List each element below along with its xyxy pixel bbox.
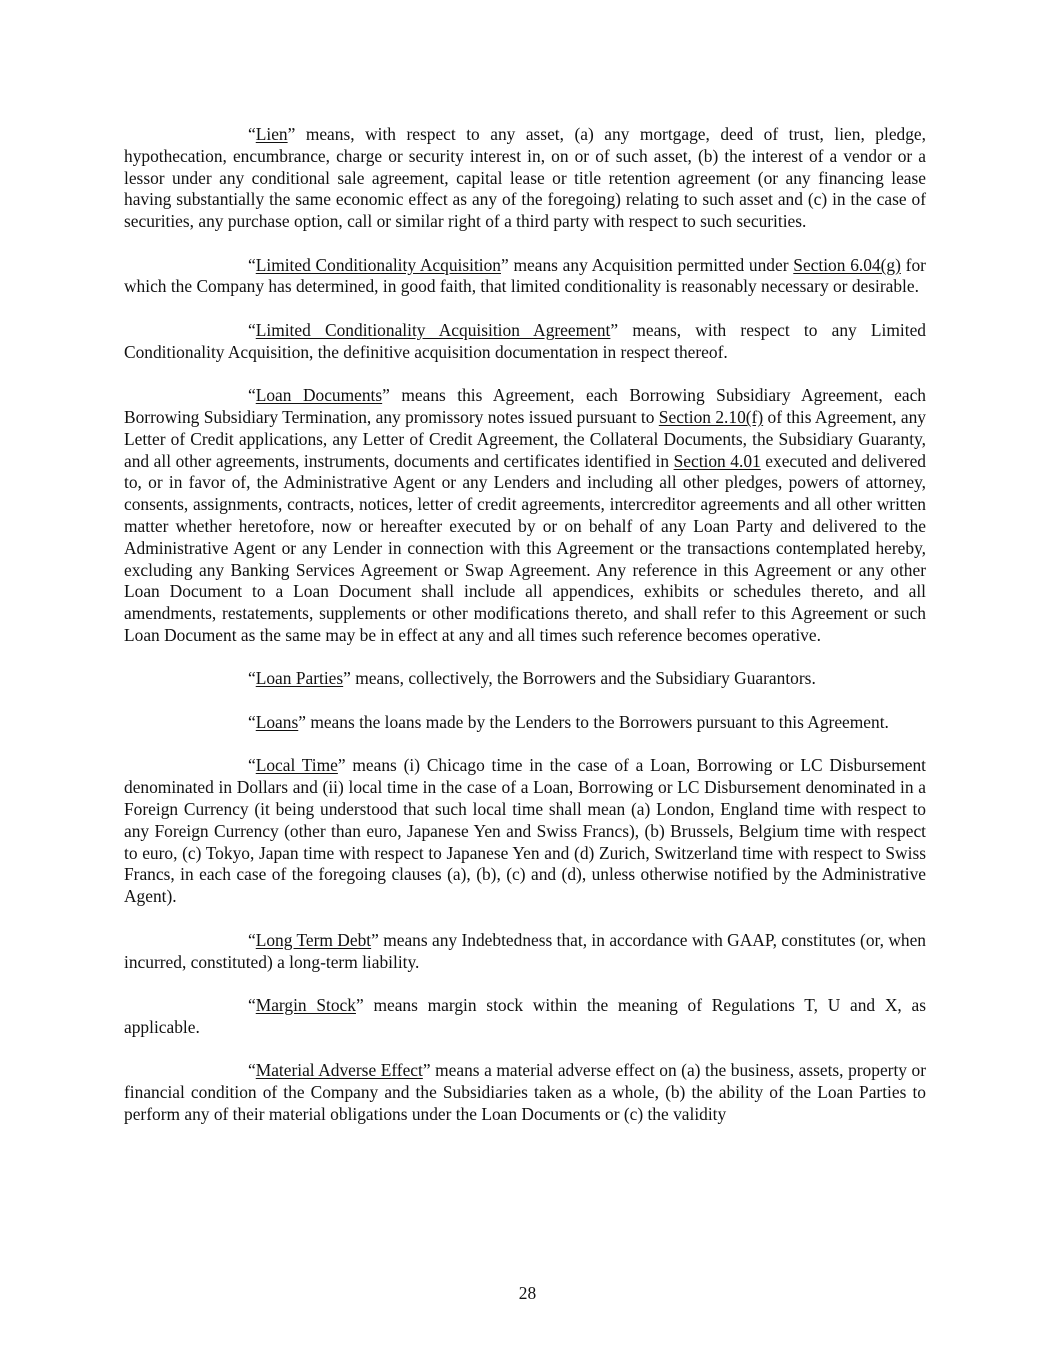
open-quote: “ [248,1060,256,1081]
definition-limited-conditionality-acquisition [124,255,926,299]
section-reference-4-01: Section 4.01 [673,450,761,471]
open-quote: “ [248,711,256,732]
section-reference-6-04-g: Section 6.04(g) [793,254,901,275]
definition-text: executed and delivered to, or in favor of, the Administrative Agent or any Lenders and including all other pledges, powers of attorney, consents, assignments, contracts, notices, letter of credit agreements, intercreditor agreements and all other written matter whether heretofore, now or hereafter executed by or on behalf of any Loan Party and delivered to the Administrative Agent or any Lender in connection with this Agreement or the transactions contemplated hereby, excluding any Banking Services Agreement or Swap Agreement. Any reference in this Agreement or any other Loan Document to a Loan Document shall include all appendices, exhibits or schedules thereto, and all amendments, restatements, supplements or other modifications thereto, and shall refer to this Agreement or such Loan Document as the same may be in effect at any and all times such reference becomes operative. [124,450,926,645]
definition-text: ” means, collectively, the Borrowers and the Subsidiary Guarantors. [343,668,816,689]
defined-term-material-adverse-effect: Material Adverse Effect [255,1060,423,1081]
definition-text: of this Agreement, any Letter of Credit applications, any Letter of Credit Agreement, the Collateral Documents, the Subsidiary Guaranty, and all other agreements, instruments, documents and certificates identified in [124,407,926,471]
definition-text: ” means any Acquisition permitted under [501,254,794,275]
section-reference-2-10-f: Section 2.10(f) [658,407,764,428]
defined-term-local-time: Local Time [255,755,338,776]
open-quote: “ [248,668,256,689]
definition-lien [124,124,926,233]
open-quote: “ [248,319,256,340]
definition-text: for which the Company has determined, in good faith, that limited conditionality is reasonably necessary or desirable. [124,254,926,297]
definition-loans [124,712,926,734]
definition-long-term-debt [124,930,926,974]
open-quote: “ [248,755,256,776]
definition-text: ” means margin stock within the meaning of Regulations T, U and X, as applicable. [124,995,927,1037]
defined-term-limited-conditionality-acquisition-agreement: Limited Conditionality Acquisition Agreement [255,319,611,340]
open-quote: “ [248,929,256,950]
definition-text: ” means, with respect to any asset, (a) any mortgage, deed of trust, lien, pledge, hypothecation, encumbrance, charge or security interest in, on or of such asset, (b) the interest of a vendor or a lessor under any conditional sale agreement, capital lease or title retention agreement (or any financing lease having substantially the same economic effect as any of the foregoing) relating to such asset and (c) in the case of securities, any purchase option, call or similar right of a third party with respect to such securities. [124,124,926,232]
definition-limited-conditionality-acquisition-agreement [124,320,926,364]
definition-loan-parties [124,668,926,690]
definition-loan-documents [124,385,926,647]
definition-text: ” means any Indebtedness that, in accordance with GAAP, constitutes (or, when incurred, constituted) a long-term liability. [124,929,927,972]
open-quote: “ [248,124,256,144]
definition-material-adverse-effect [124,1060,926,1125]
document-page [124,124,926,1147]
page-number: 28 [518,1283,537,1303]
defined-term-margin-stock: Margin Stock [255,995,356,1015]
definition-text: ” means (i) Chicago time in the case of a Loan, Borrowing or LC Disbursement denominated in Dollars and (ii) local time in the case of a Loan, Borrowing or LC Disbursement denominated in a Foreign Currency (it being understood that such local time shall mean (a) London, England time with respect to any Foreign Currency (other than euro, Japanese Yen and Swiss Francs), (b) Brussels, Belgium time with respect to euro, (c) Tokyo, Japan time with respect to Japanese Yen and (d) Zurich, Switzerland time with respect to Swiss Francs, in each case of the foregoing clauses (a), (b), (c) and (d), unless otherwise notified by the Administrative Agent). [124,755,926,907]
defined-term-loans: Loans [255,711,299,732]
definition-text: ” means this Agreement, each Borrowing Subsidiary Agreement, each Borrowing Subsidiary Termination, any promissory notes issued pursuant to [124,385,926,428]
open-quote: “ [248,254,256,275]
open-quote: “ [248,995,256,1015]
definition-local-time [124,755,926,908]
defined-term-lien: Lien [255,124,288,144]
open-quote: “ [248,385,256,406]
definition-text: ” means the loans made by the Lenders to the Borrowers pursuant to this Agreement. [298,711,889,732]
definition-margin-stock [124,995,926,1039]
defined-term-loan-parties: Loan Parties [255,668,344,689]
defined-term-limited-conditionality-acquisition: Limited Conditionality Acquisition [255,254,501,275]
definition-text: ” means a material adverse effect on (a) the business, assets, property or financial condition of the Company and the Subsidiaries taken as a whole, (b) the ability of the Loan Parties to perform any of their material obligations under the Loan Documents or (c) the validity [124,1060,926,1124]
definition-text: ” means, with respect to any Limited Conditionality Acquisition, the definitive acquisition documentation in respect thereof. [124,319,926,362]
defined-term-long-term-debt: Long Term Debt [255,929,372,950]
defined-term-loan-documents: Loan Documents [255,385,383,406]
